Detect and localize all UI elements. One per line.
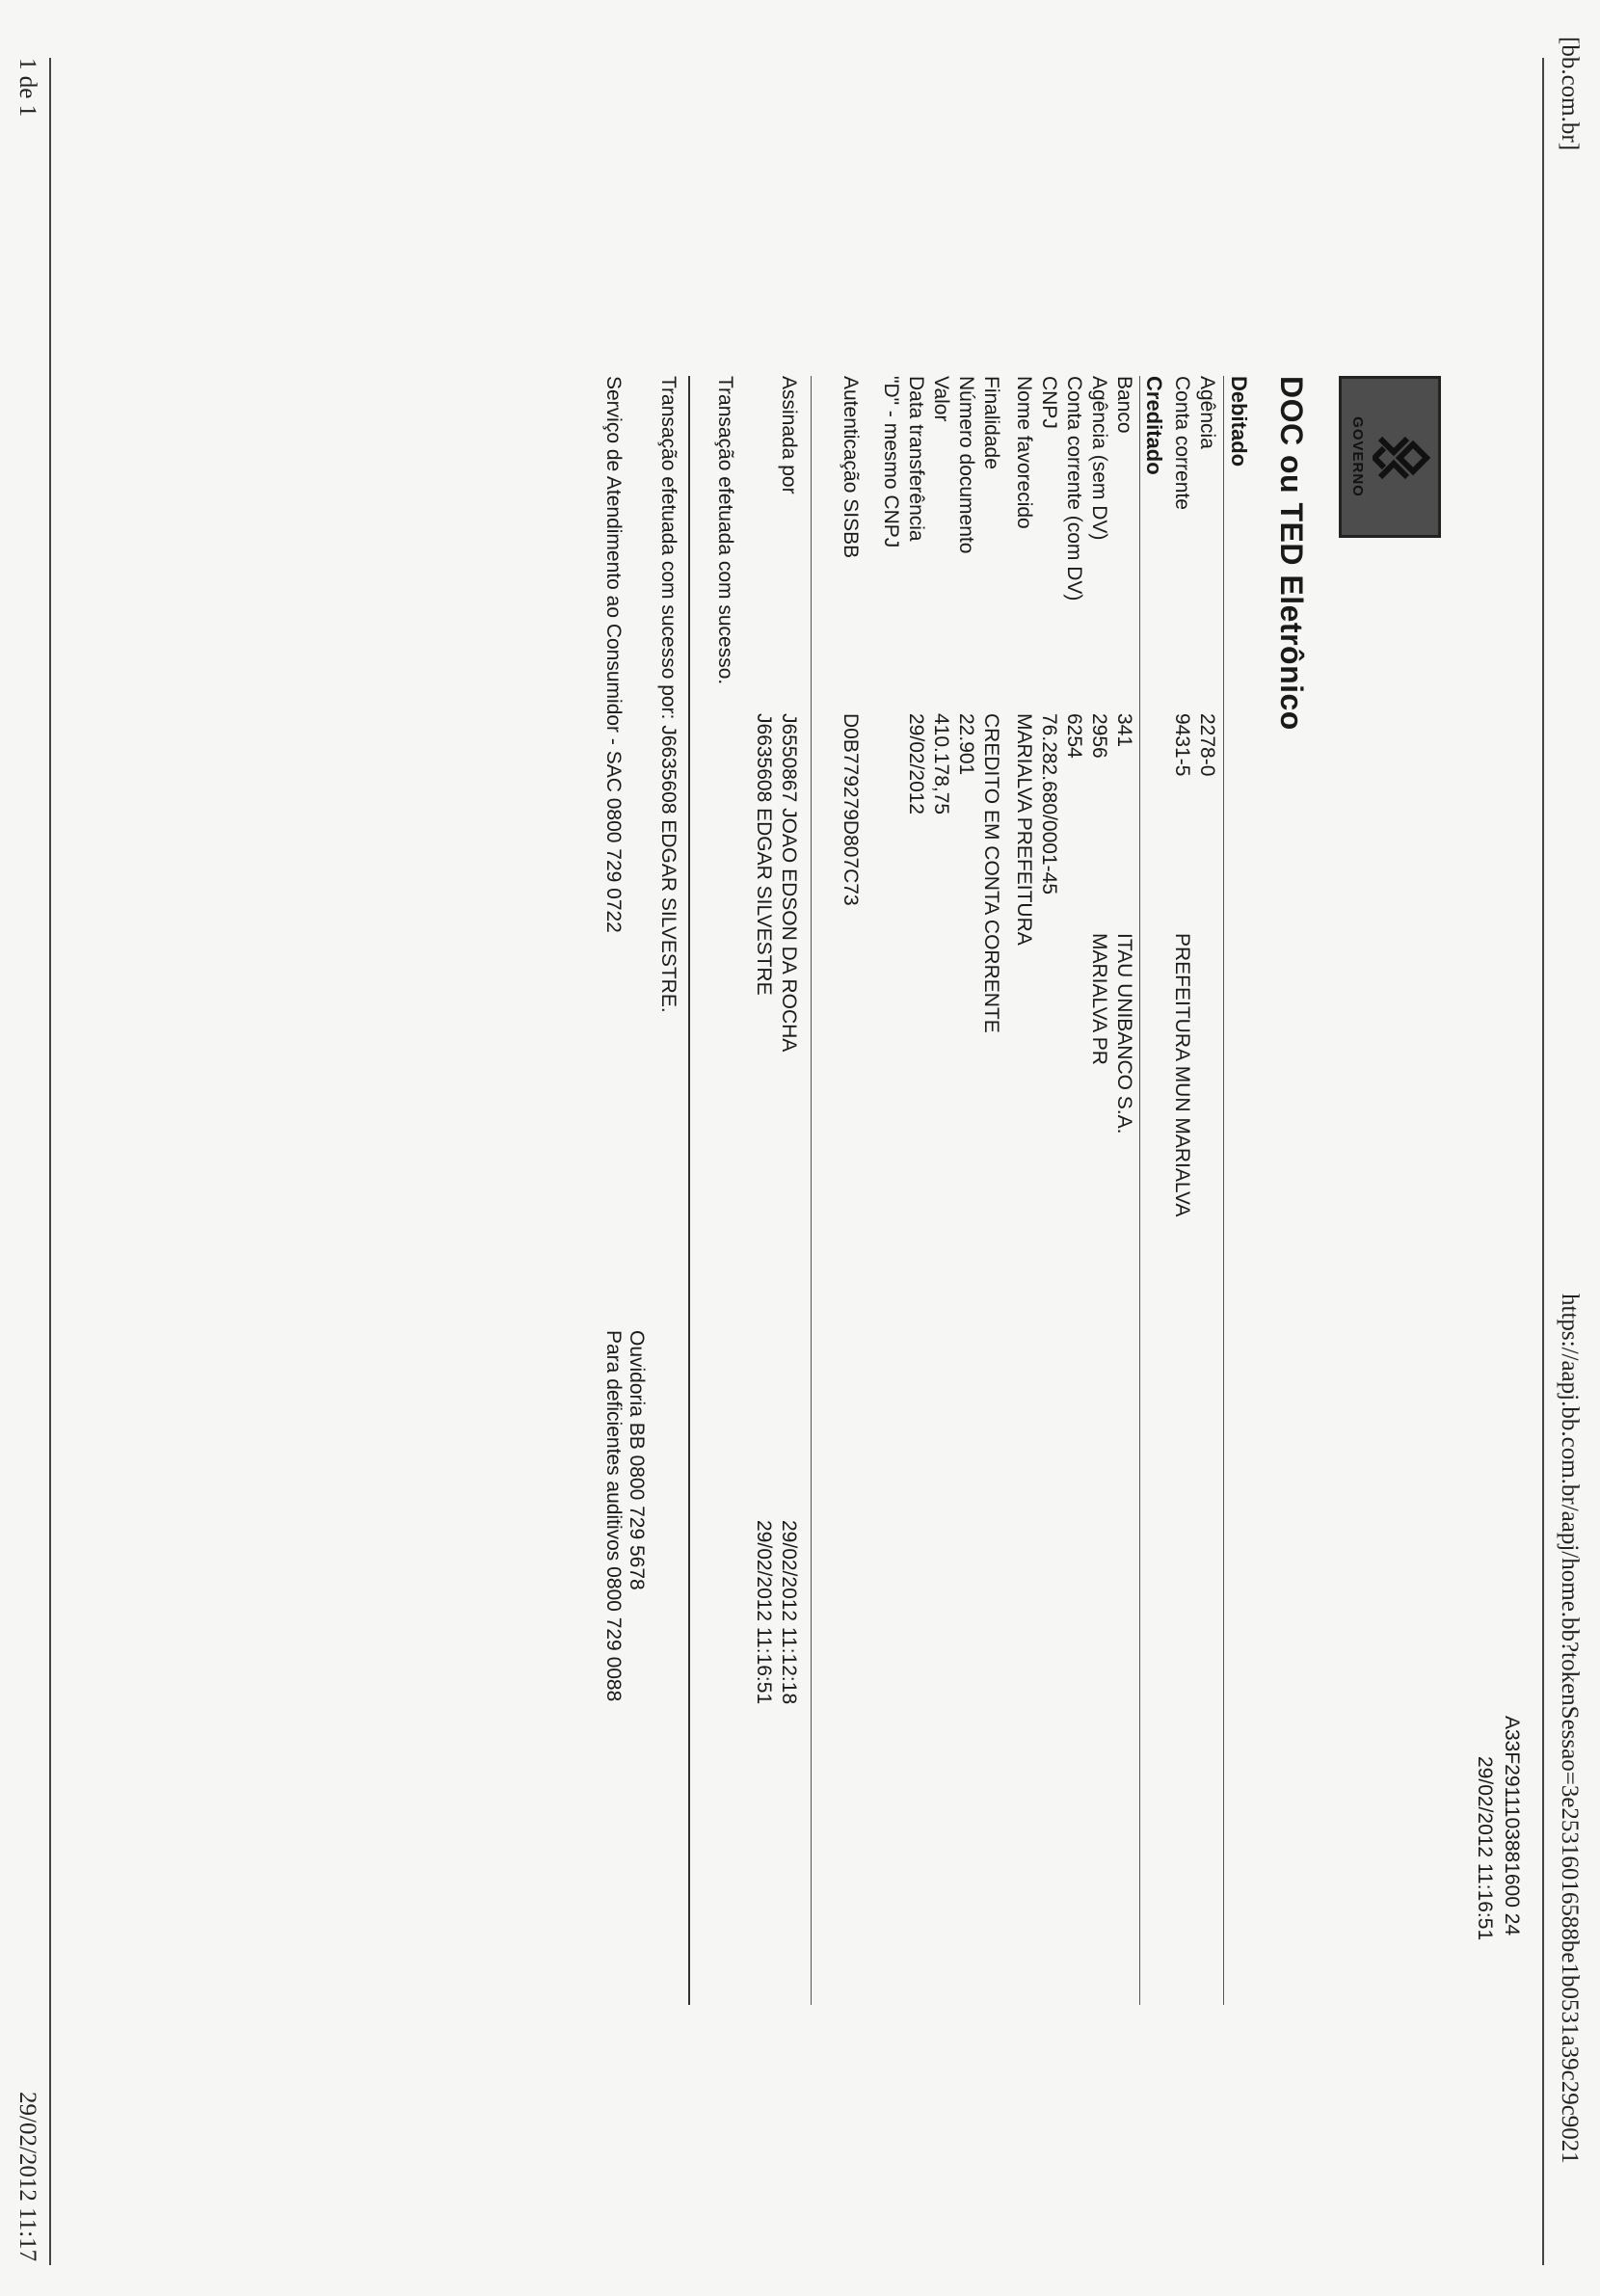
creditado-value: MARIALVA PREFEITURA <box>1013 713 1035 946</box>
detail-label: Número documento <box>955 376 977 554</box>
creditado-label: Conta corrente (com DV) <box>1063 376 1085 601</box>
banco-do-brasil-logo <box>1339 376 1441 538</box>
creditado-label: Banco <box>1113 376 1135 434</box>
creditado-extra: MARIALVA PR <box>1088 933 1110 1065</box>
debitado-agencia-value: 2278-0 <box>1196 713 1218 777</box>
bb-logo-icon <box>1373 427 1430 489</box>
detail-value: 410.178,75 <box>930 713 952 815</box>
receipt-code: A33F2911103881600 24 <box>1501 1716 1523 1936</box>
creditado-value: 341 <box>1113 713 1135 748</box>
debitado-agencia-label: Agência <box>1196 376 1218 449</box>
creditado-value: 6254 <box>1063 713 1085 759</box>
autenticacao-label: Autenticação SISBB <box>840 376 862 559</box>
creditado-label: Nome favorecido <box>1013 376 1035 529</box>
section-debitado: Debitado <box>1227 376 1251 467</box>
detail-label: "D" - mesmo CNPJ <box>880 376 902 548</box>
signer-name: J6550867 JOAO EDSON DA ROCHA <box>778 713 800 1053</box>
creditado-label: Agência (sem DV) <box>1088 376 1110 541</box>
signers-rule <box>811 376 812 2005</box>
status-rule <box>688 376 690 2005</box>
ouvidoria-contact: Ouvidoria BB 0800 729 5678 <box>626 1330 648 1590</box>
detail-label: Valor <box>930 376 952 422</box>
deficientes-contact: Para deficientes auditivos 0800 729 0088 <box>602 1330 625 1702</box>
creditado-value: 2956 <box>1088 713 1110 759</box>
page-url: https://aapj.bb.com.br/aapj/home.bb?tokenSessao=3e25316016588be1b0531a39c29c9021 <box>1557 1294 1583 2164</box>
site-label: [bb.com.br] <box>1557 37 1583 151</box>
detail-value: 29/02/2012 <box>905 713 927 815</box>
creditado-rule <box>1139 376 1140 2005</box>
signer-name: J6635608 EDGAR SILVESTRE <box>753 713 775 996</box>
debitado-conta-label: Conta corrente <box>1171 376 1193 510</box>
creditado-value: 76.282.680/0001-45 <box>1038 713 1060 895</box>
signer-datetime: 29/02/2012 11:16:51 <box>753 1520 775 1705</box>
creditado-extra: ITAU UNIBANCO S.A. <box>1113 933 1135 1135</box>
logo-label: GOVERNO <box>1349 416 1366 497</box>
detail-label: Finalidade <box>980 376 1002 469</box>
printed-datetime: 29/02/2012 11:17 <box>14 2092 40 2262</box>
detail-label: Data transferência <box>905 376 927 542</box>
creditado-label: CNPJ <box>1038 376 1060 429</box>
status-success-signer: Transação efetuada com sucesso por: J6635608 EDGAR SILVESTRE. <box>657 376 680 1013</box>
debitado-conta-name: PREFEITURA MUN MARIALVA <box>1171 933 1193 1217</box>
assinada-label: Assinada por <box>778 376 800 494</box>
receipt-header-datetime: 29/02/2012 11:16:51 <box>1474 1756 1496 1941</box>
debitado-conta-value: 9431-5 <box>1171 713 1193 777</box>
page-title: DOC ou TED Eletrônico <box>1274 376 1309 731</box>
status-message: Transação efetuada com sucesso. <box>714 376 736 685</box>
footer-rule <box>49 58 51 2265</box>
detail-value: 22.901 <box>955 713 977 776</box>
debitado-rule <box>1223 376 1224 2005</box>
autenticacao-value: D0B779279D807C73 <box>840 713 862 906</box>
page-count: 1 de 1 <box>14 58 40 118</box>
header-rule <box>1542 58 1544 2265</box>
section-creditado: Creditado <box>1142 376 1166 475</box>
signer-datetime: 29/02/2012 11:12:18 <box>778 1520 800 1705</box>
sac-contact: Serviço de Atendimento ao Consumidor - SAC 0800 729 0722 <box>602 376 625 933</box>
detail-value: CREDITO EM CONTA CORRENTE <box>980 713 1002 1033</box>
